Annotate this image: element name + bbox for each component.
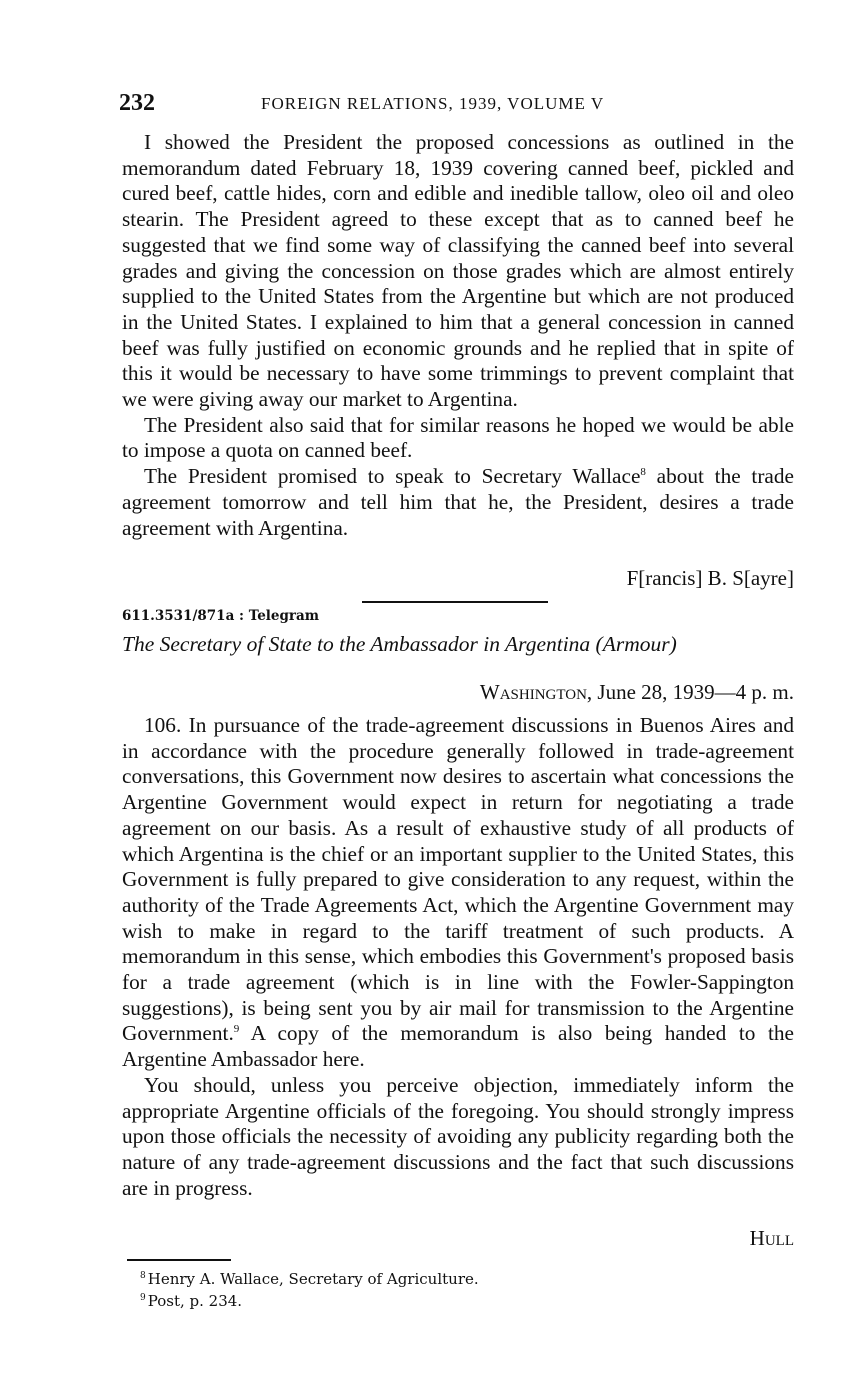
memo-paragraph-text: The President promised to speak to Secretary Wallace (144, 464, 641, 489)
memo-paragraph: I showed the President the proposed concessions as outlined in the memorandum dated February 18, 1939 covering canned beef, pickled and cured beef, cattle hides, corn and edible and inedible tallow, oleo oil and oleo stearin. The President agreed to these except that as to canned beef he suggested that we find some way of classifying the canned beef into several grades and giving the concession on those grades which are almost entirely supplied to the United States from the Argentine but which are not produced in the United States. I explained to him that a general concession in canned beef was fully justified on economic grounds and he replied that in spite of this it would be necessary to have some trimmings to prevent complaint that we were giving away our market to Argentina. (122, 130, 794, 412)
running-head: FOREIGN RELATIONS, 1939, VOLUME V (261, 94, 605, 113)
memo-signature: F[rancis] B. S[ayre] (626, 566, 794, 590)
footnote-text: Henry A. Wallace, Secretary of Agriculture. (147, 1270, 479, 1288)
telegram-paragraph (122, 713, 794, 1073)
memo-paragraph: The President also said that for similar reasons he hoped we would be able to impose a quota on canned beef. (122, 412, 794, 463)
document-title: The Secretary of State to the Ambassador in Argentina (Armour) (122, 632, 677, 656)
footnotes (140, 1267, 479, 1311)
telegram-paragraph-text: 106. In pursuance of the trade-agreement discussions in Buenos Aires and in accordance with the procedure generally followed in trade-agreement conversations, this Government now desires to ascertain what concessions the Argentine Government would expect in return for negotiating a trade agreement on our basis. As a result of exhaustive study of all products of which Argentina is the chief or an important supplier to the United States, this Government is fully prepared to give consideration to any request, within the authority of the Trade Agreements Act, which the Argentine Government may wish to make in regard to the tariff treatment of such products. A memorandum in this sense, which embodies this Government's proposed basis for a trade agreement (which is in line with the Fowler-Sappington suggestions), is being sent you by air mail for transmission to the Argentine Government. (122, 713, 794, 1046)
page-header (119, 90, 794, 120)
memo-body (122, 130, 794, 541)
dateline-place: Washington (479, 680, 587, 704)
page-number: 232 (119, 90, 155, 116)
dateline (480, 680, 794, 705)
memo-paragraph-text: about the trade agreement tomorrow and tell him that he, the President, desires a trade agreement with Argentina. (122, 464, 794, 540)
section-divider (362, 601, 548, 603)
footnote-divider (127, 1259, 231, 1261)
footnote-text: Post, p. 234. (147, 1292, 243, 1310)
footnote-ref[interactable]: 8 (640, 466, 646, 479)
footnote-ref[interactable]: 9 (233, 1023, 240, 1036)
footnote-mark: 8 (140, 1271, 146, 1281)
dateline-date: , June 28, 1939—4 p. m. (586, 680, 794, 704)
footnote-mark: 9 (140, 1293, 146, 1303)
file-number: 611.3531/871a : Telegram (122, 608, 320, 624)
telegram-paragraph: You should, unless you perceive objection, immediately inform the appropriate Argentine officials of the foregoing. You should strongly impress upon those officials the necessity of avoiding any publicity regarding both the nature of any trade-agreement discussions and the fact that such discussions are in progress. (122, 1072, 794, 1200)
footnote (140, 1289, 479, 1311)
memo-paragraph (122, 464, 794, 541)
footnote (140, 1267, 479, 1289)
telegram-paragraph-text: A copy of the memorandum is also being handed to the Argentine Ambassador here. (122, 1021, 794, 1072)
telegram-body (122, 713, 794, 1201)
telegram-signature: Hull (749, 1226, 794, 1250)
